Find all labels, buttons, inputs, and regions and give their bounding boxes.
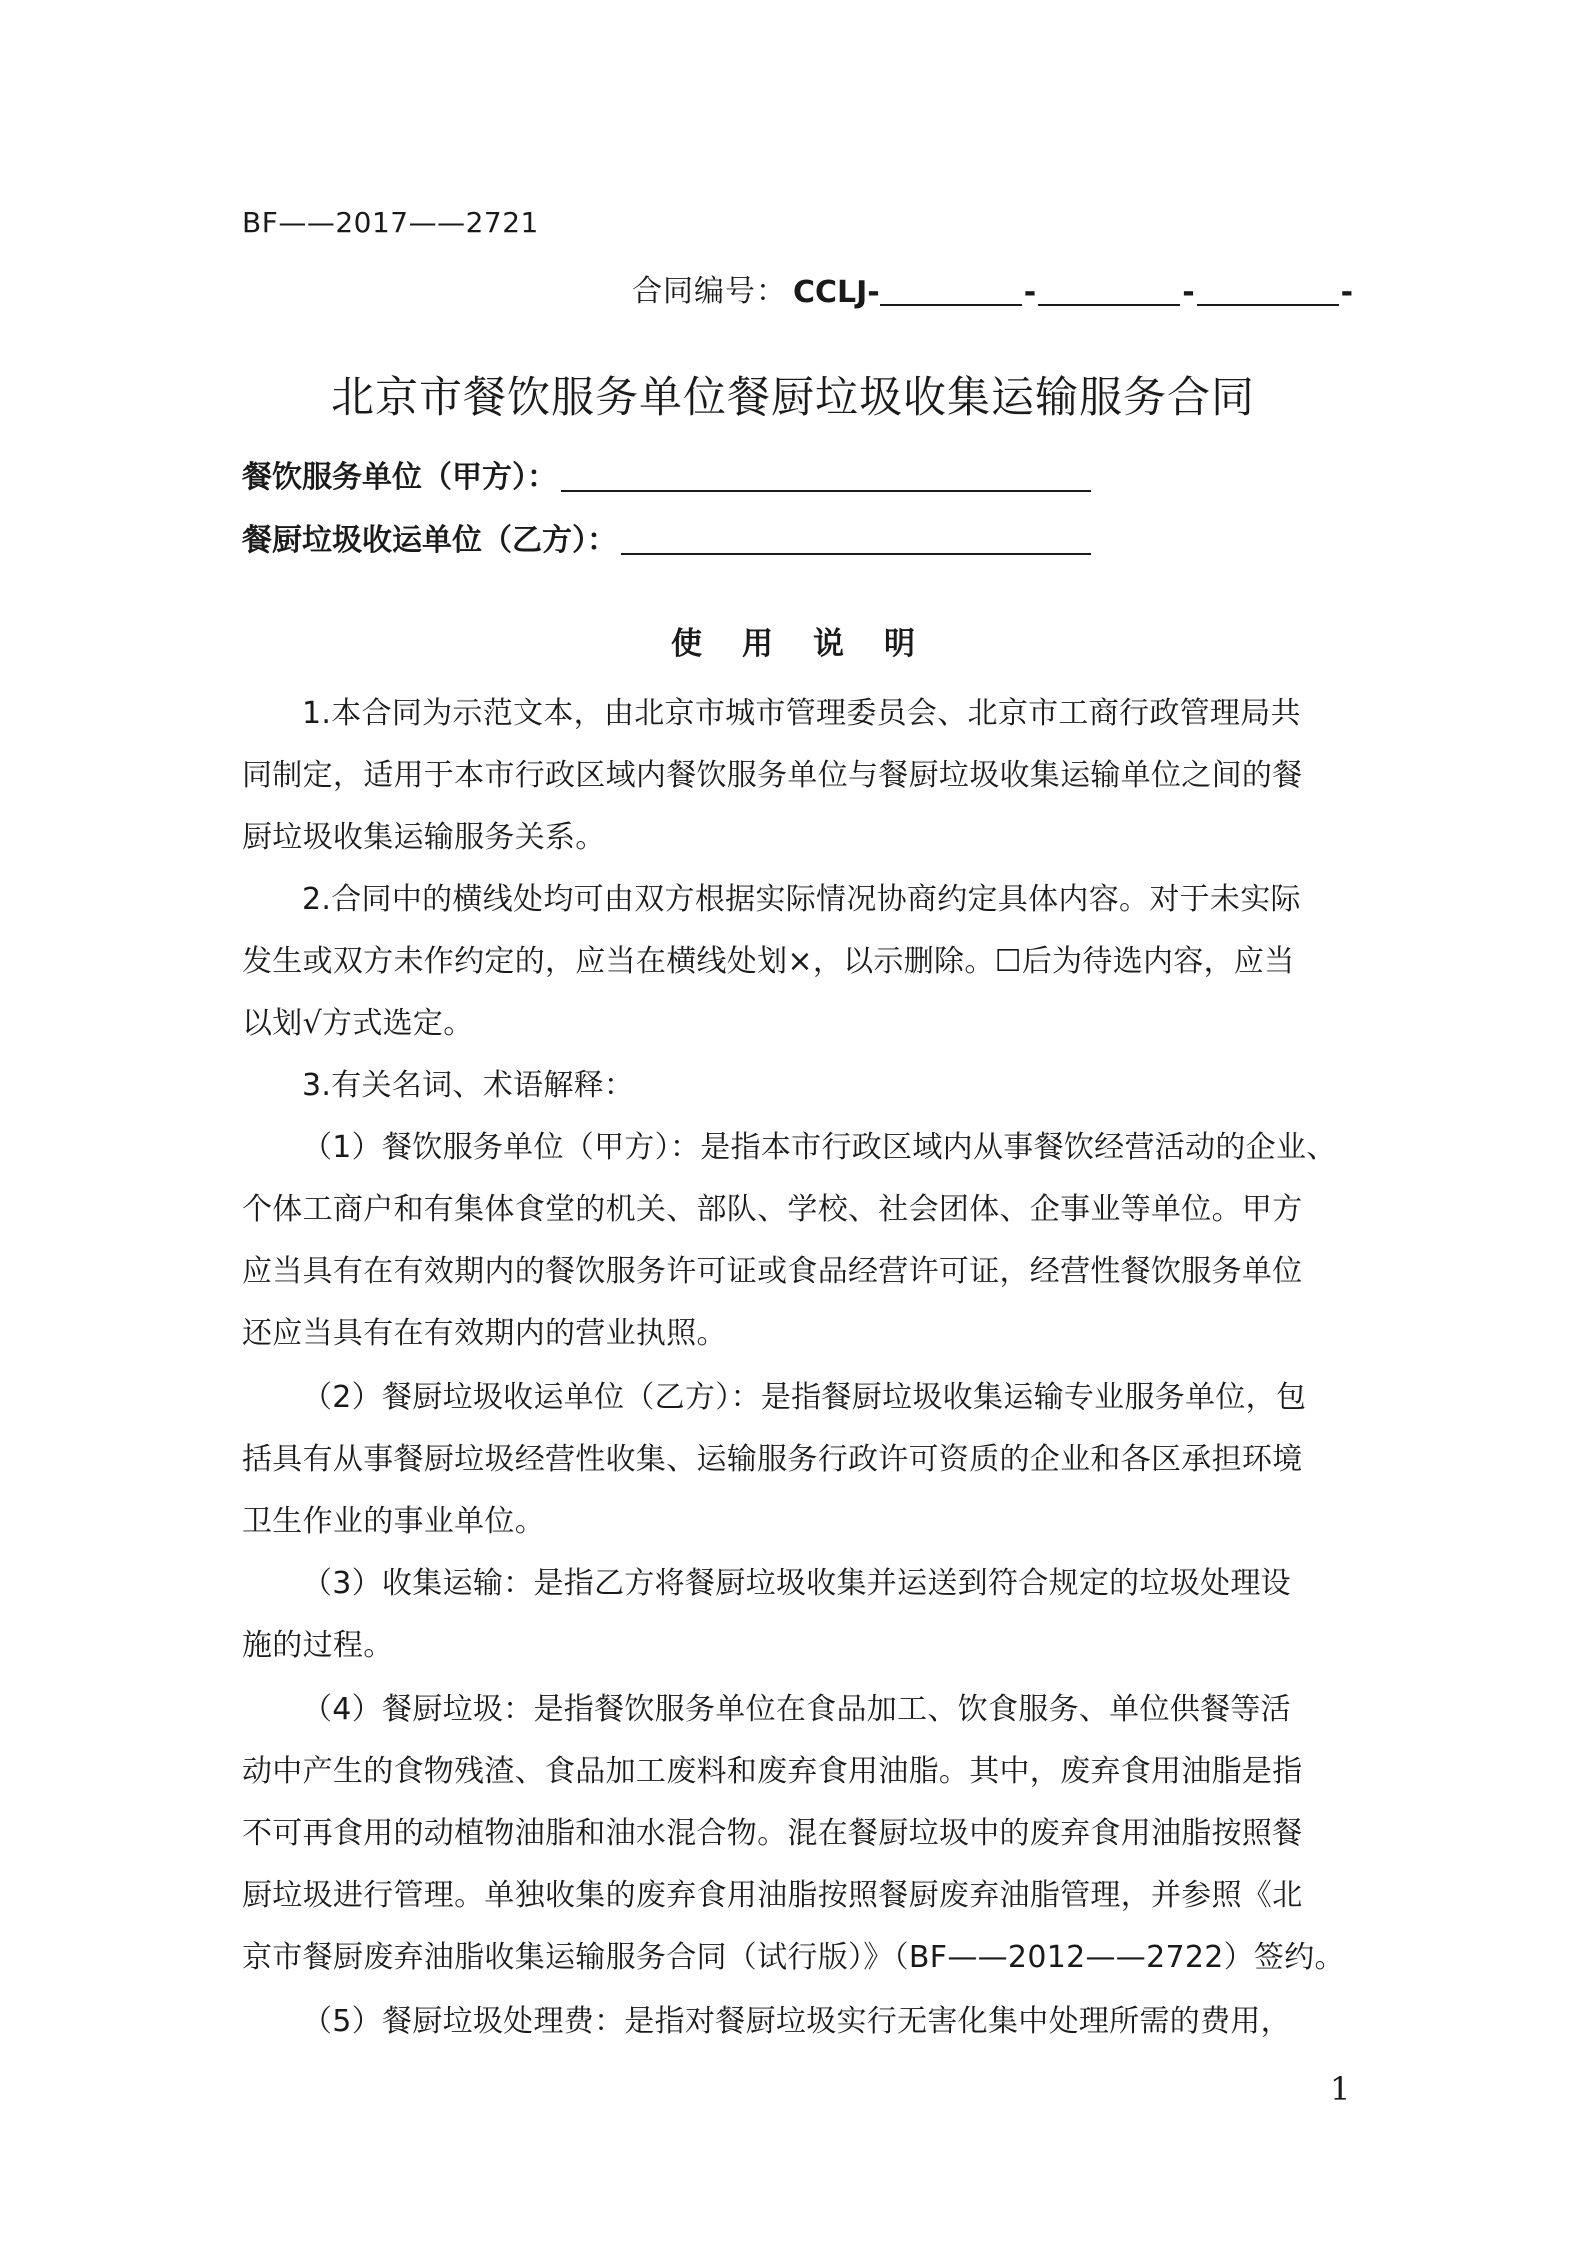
instruction-line: 京市餐厨废弃油脂收集运输服务合同（试行版）》（BF——2012——2722）签约。 bbox=[242, 1940, 1345, 1975]
contract-number-separator: - bbox=[1182, 275, 1195, 310]
instruction-line: 个体工商户和有集体食堂的机关、部队、学校、社会团体、企事业等单位。甲方 bbox=[242, 1192, 1303, 1227]
party-a-blank[interactable] bbox=[561, 460, 1091, 492]
party-a-label: 餐饮服务单位（甲方）： bbox=[242, 460, 557, 495]
instruction-line: 施的过程。 bbox=[242, 1628, 394, 1663]
contract-number-blank-1[interactable] bbox=[880, 276, 1022, 306]
party-b-label: 餐厨垃圾收运单位（乙方）： bbox=[242, 523, 617, 558]
document-title: 北京市餐饮服务单位餐厨垃圾收集运输服务合同 bbox=[331, 373, 1255, 423]
instruction-line: 以划√方式选定。 bbox=[242, 1006, 474, 1041]
instruction-line: 1.本合同为示范文本，由北京市城市管理委员会、北京市工商行政管理局共 bbox=[302, 696, 1301, 731]
party-b-blank[interactable] bbox=[621, 523, 1091, 555]
contract-number-label: 合同编号： bbox=[632, 274, 787, 309]
instruction-line: （2）餐厨垃圾收运单位（乙方）：是指餐厨垃圾收集运输专业服务单位，包 bbox=[302, 1380, 1307, 1415]
instruction-line: 发生或双方未作约定的，应当在横线处划×，以示删除。☐后为待选内容，应当 bbox=[242, 944, 1295, 979]
instruction-line: 应当具有在有效期内的餐饮服务许可证或食品经营许可证，经营性餐饮服务单位 bbox=[242, 1254, 1303, 1289]
party-b-row bbox=[242, 515, 1091, 559]
instruction-line: （1）餐饮服务单位（甲方）：是指本市行政区域内从事餐饮经营活动的企业、 bbox=[302, 1130, 1337, 1165]
instruction-line: （4）餐厨垃圾：是指餐饮服务单位在食品加工、饮食服务、单位供餐等活 bbox=[302, 1692, 1291, 1727]
contract-number-prefix: CCLJ- bbox=[793, 275, 880, 310]
instruction-line: 括具有从事餐厨垃圾经营性收集、运输服务行政许可资质的企业和各区承担环境 bbox=[242, 1442, 1303, 1477]
instruction-line: 厨垃圾进行管理。单独收集的废弃食用油脂按照餐厨废弃油脂管理，并参照《北 bbox=[242, 1878, 1303, 1913]
contract-number-row bbox=[632, 266, 1355, 310]
contract-number-separator: - bbox=[1023, 275, 1037, 310]
instruction-line: （5）餐厨垃圾处理费：是指对餐厨垃圾实行无害化集中处理所需的费用， bbox=[302, 2004, 1291, 2039]
party-a-row bbox=[242, 452, 1091, 496]
instruction-line: 卫生作业的事业单位。 bbox=[242, 1504, 545, 1539]
instruction-line: 动中产生的食物残渣、食品加工废料和废弃食用油脂。其中，废弃食用油脂是指 bbox=[242, 1754, 1303, 1789]
instruction-line: 2.合同中的横线处均可由双方根据实际情况协商约定具体内容。对于未实际 bbox=[302, 882, 1301, 917]
contract-number-separator: - bbox=[1340, 275, 1354, 310]
instruction-line: 3.有关名词、术语解释： bbox=[302, 1068, 635, 1103]
instructions-heading: 使用说明 bbox=[671, 626, 955, 662]
contract-number-blank-2[interactable] bbox=[1038, 276, 1180, 306]
contract-number-blank-3[interactable] bbox=[1197, 276, 1339, 306]
instruction-line: （3）收集运输：是指乙方将餐厨垃圾收集并运送到符合规定的垃圾处理设 bbox=[302, 1566, 1291, 1601]
instruction-line: 厨垃圾收集运输服务关系。 bbox=[242, 820, 606, 855]
page-number: 1 bbox=[1330, 2070, 1351, 2108]
instruction-line: 同制定，适用于本市行政区域内餐饮服务单位与餐厨垃圾收集运输单位之间的餐 bbox=[242, 758, 1303, 793]
document-code: BF——2017——2721 bbox=[242, 206, 539, 239]
instruction-line: 不可再食用的动植物油脂和油水混合物。混在餐厨垃圾中的废弃食用油脂按照餐 bbox=[242, 1816, 1303, 1851]
instruction-line: 还应当具有在有效期内的营业执照。 bbox=[242, 1316, 727, 1351]
